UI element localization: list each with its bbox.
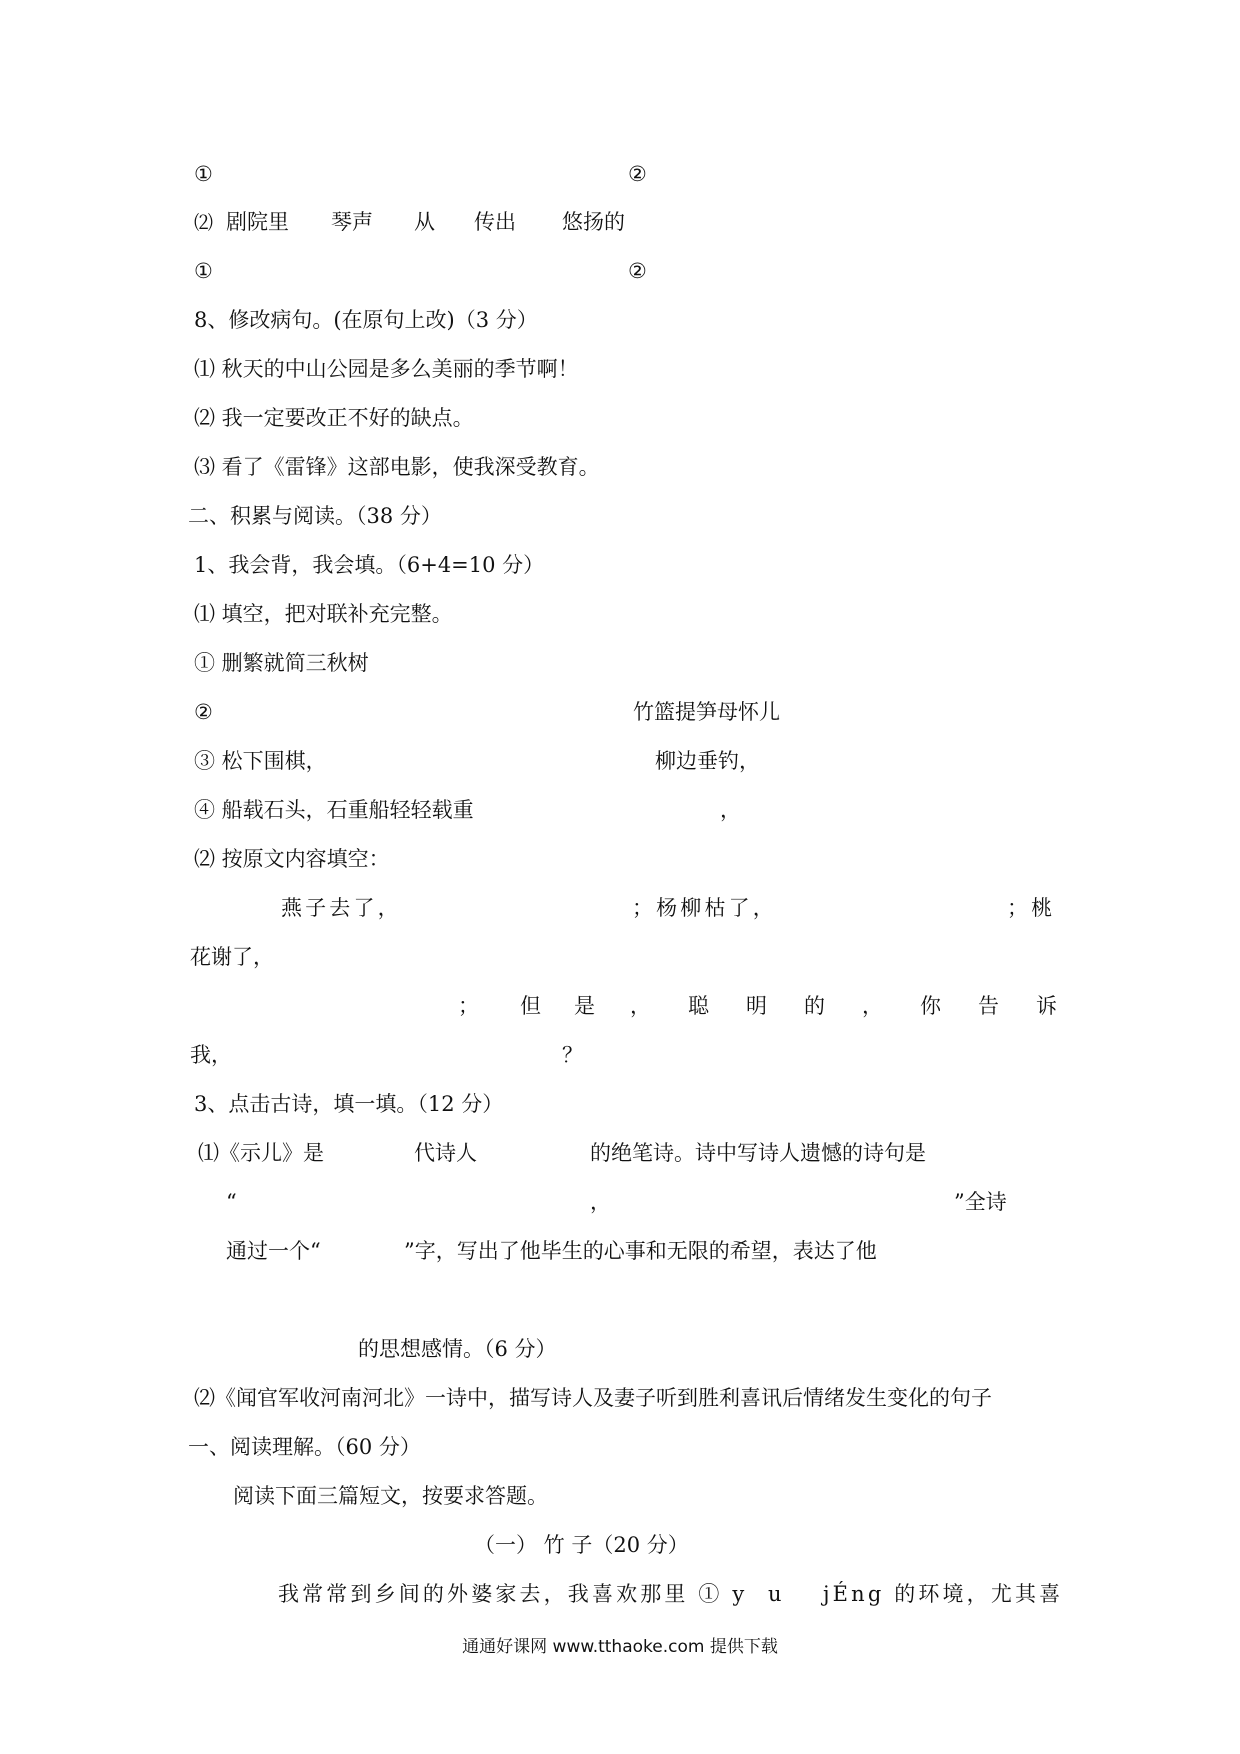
passage-line3-a: ； <box>458 994 479 1018</box>
blank-marker-1: ① <box>194 162 213 186</box>
passage-line-1b: u <box>768 1582 782 1606</box>
couplet-1: ① 删繁就简三秋树 <box>194 651 369 675</box>
q3-1-close-quote: ”全诗 <box>954 1190 1007 1214</box>
word-5: 悠扬的 <box>562 210 625 234</box>
q1-sub2: ⑵ 按原文内容填空： <box>194 847 390 871</box>
q1-sub1: ⑴ 填空，把对联补充完整。 <box>194 602 453 626</box>
q3-1-comma: ， <box>590 1190 611 1214</box>
q8-sentence-2: ⑵ 我一定要改正不好的缺点。 <box>194 406 474 430</box>
couplet-3-right: 柳边垂钓， <box>655 749 760 773</box>
q8-sentence-3: ⑶ 看了《雷锋》这部电影，使我深受教育。 <box>194 455 600 479</box>
word-2: 琴声 <box>331 210 373 234</box>
passage-line4-a: 我， <box>190 1043 232 1067</box>
q3-title: 3、点击古诗，填一填。（12 分） <box>194 1092 504 1116</box>
couplet-3-left: ③ 松下围棋， <box>194 749 327 773</box>
blank-marker-3: ① <box>194 259 213 283</box>
word-1: 剧院里 <box>226 210 289 234</box>
passage-line3-j: 告 <box>978 994 999 1018</box>
passage-line3-e: 聪 <box>688 994 709 1018</box>
word-4: 传出 <box>474 210 516 234</box>
q3-1-part-b: 代诗人 <box>414 1141 477 1165</box>
section-3-title: 一、阅读理解。（60 分） <box>188 1435 421 1459</box>
passage-line3-b: 但 <box>520 994 541 1018</box>
passage-line-1a: 我常常到乡间的外婆家去，我喜欢那里 ① y <box>278 1582 748 1606</box>
q3-1-part-e: ”字，写出了他毕生的心事和无限的希望，表达了他 <box>404 1239 877 1263</box>
footer: 通通好课网 www.tthaoke.com 提供下载 <box>462 1637 778 1657</box>
q8-title: 8、修改病句。(在原句上改)（3 分） <box>194 308 538 332</box>
passage-line3-i: 你 <box>920 994 941 1018</box>
q3-2: ⑵《闻官军收河南河北》一诗中，描写诗人及妻子听到胜利喜讯后情绪发生变化的句子 <box>194 1386 992 1410</box>
q3-1-part-f: 的思想感情。（6 分） <box>358 1337 557 1361</box>
couplet-2-marker: ② <box>194 700 213 724</box>
passage-line1-c: ；桃 <box>1007 896 1056 920</box>
passage-title: （一） 竹 子（20 分） <box>474 1533 689 1557</box>
couplet-4-comma: ， <box>720 798 741 822</box>
q1-title: 1、我会背，我会填。（6+4=10 分） <box>194 553 545 577</box>
passage-line2: 花谢了， <box>190 945 274 969</box>
passage-line3-g: 的 <box>804 994 825 1018</box>
q3-1-part-c: 的绝笔诗。诗中写诗人遗憾的诗句是 <box>590 1141 926 1165</box>
word-3: 从 <box>414 210 435 234</box>
passage-line3-h: ， <box>862 994 883 1018</box>
section-2-title: 二、积累与阅读。（38 分） <box>188 504 442 528</box>
couplet-4-left: ④ 船载石头，石重船轻轻载重 <box>194 798 474 822</box>
q3-1-part-d: 通过一个“ <box>226 1239 321 1263</box>
blank-marker-2: ② <box>628 162 647 186</box>
q3-1-open-quote: “ <box>226 1190 237 1214</box>
q7-2-number: ⑵ <box>194 212 214 234</box>
passage-line4-b: ？ <box>562 1043 583 1067</box>
passage-line3-k: 诉 <box>1036 994 1057 1018</box>
passage-line3-c: 是 <box>574 994 595 1018</box>
section-3-intro: 阅读下面三篇短文，按要求答题。 <box>233 1484 548 1508</box>
passage-line3-f: 明 <box>746 994 767 1018</box>
passage-line3-d: ， <box>630 994 651 1018</box>
blank-marker-4: ② <box>628 259 647 283</box>
passage-line1-b: ；杨柳枯了， <box>632 896 777 920</box>
q8-sentence-1: ⑴ 秋天的中山公园是多么美丽的季节啊！ <box>194 357 579 381</box>
passage-line-1c: jÉng 的环境，尤其喜 <box>823 1582 1064 1606</box>
q3-1-part-a: ⑴《示儿》是 <box>198 1141 324 1165</box>
couplet-2-text: 竹篮提笋母怀儿 <box>633 700 780 724</box>
passage-line1-a: 燕子去了， <box>281 896 402 920</box>
